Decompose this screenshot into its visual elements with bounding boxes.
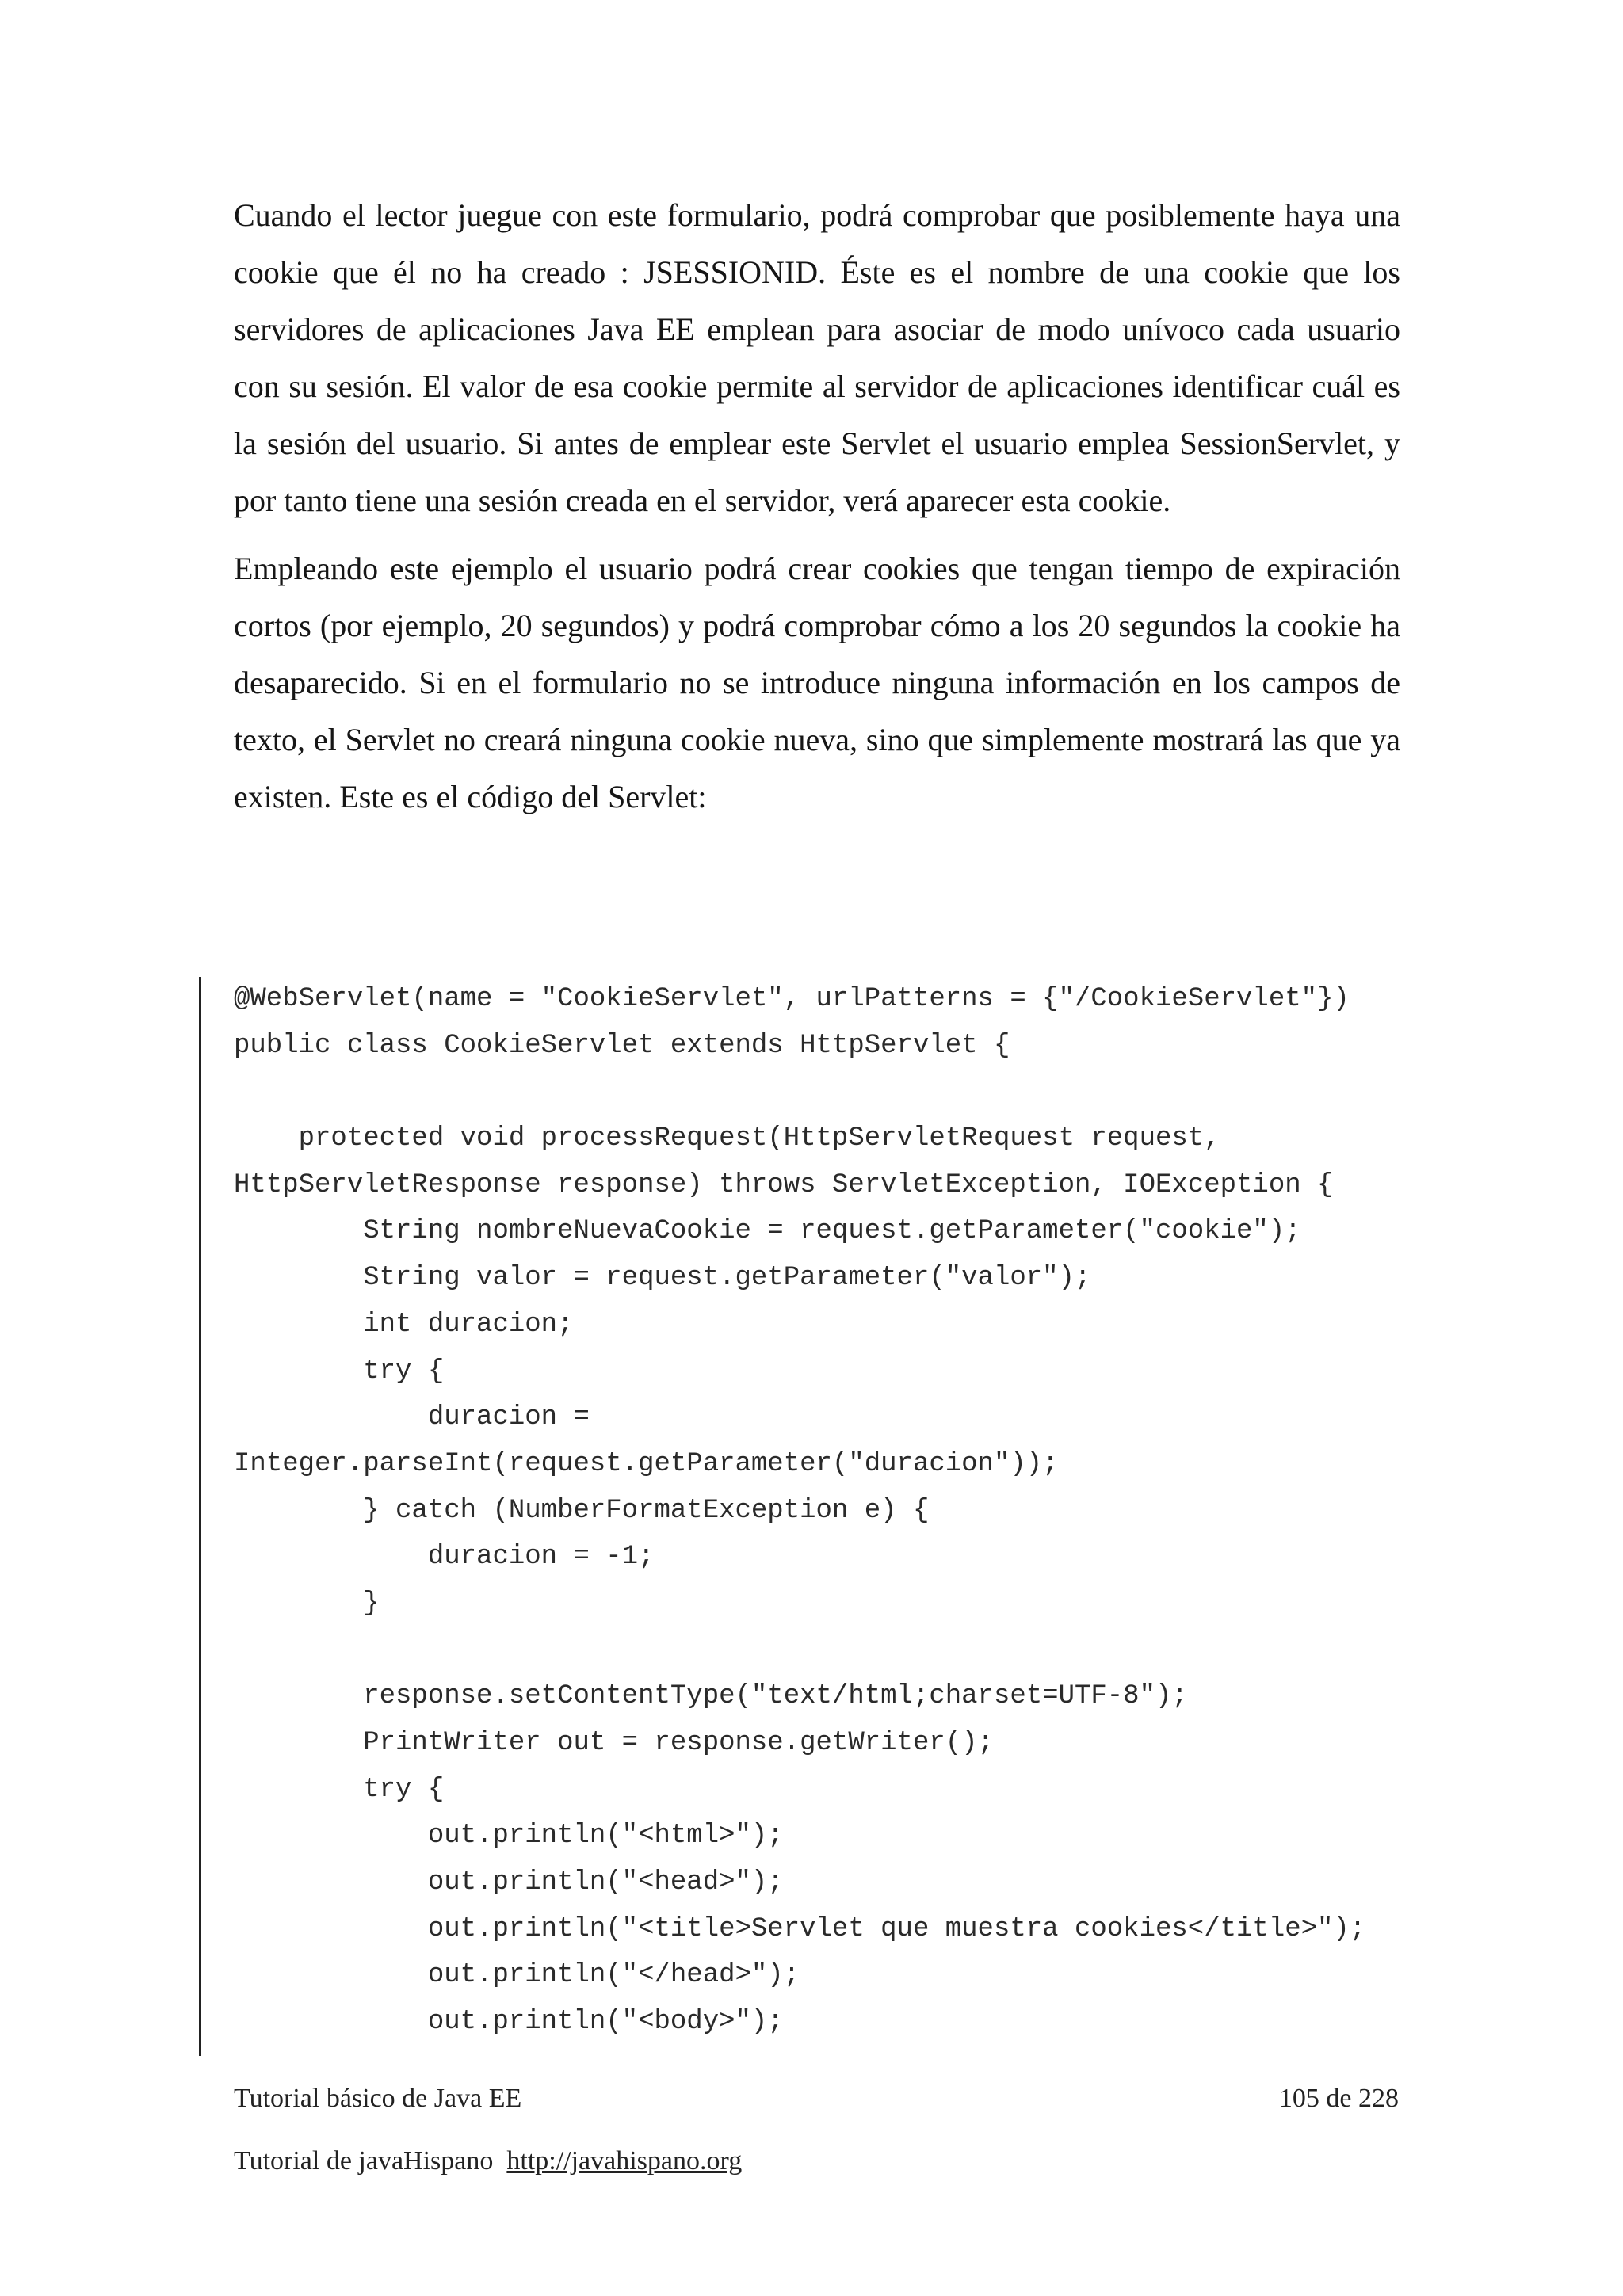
code-line: @WebServlet(name = "CookieServlet", urlPatterns = {"/CookieServlet"}) bbox=[234, 984, 1350, 1014]
code-line: PrintWriter out = response.getWriter(); bbox=[234, 1728, 994, 1758]
code-line: out.println("</head>"); bbox=[234, 1960, 800, 1991]
footer-site-link[interactable]: http://javahispano.org bbox=[506, 2146, 743, 2176]
code-line: public class CookieServlet extends HttpServlet { bbox=[234, 1030, 1010, 1061]
footer-title: Tutorial básico de Java EE bbox=[234, 2084, 522, 2113]
code-line bbox=[234, 1069, 1597, 1116]
code-block-rule bbox=[199, 977, 201, 2056]
paragraph-1: Cuando el lector juegue con este formulario, podrá comprobar que posiblemente haya una cookie que él no ha creado : JSESSIONID. Éste es el nombre de una cookie que los servidores de aplicaciones Java EE emplean para asociar de modo unívoco cada usuario con su sesión. El valor de esa cookie permite al servidor de aplicaciones identificar cuál es la sesión del usuario. Si antes de emplear este Servlet el usuario emplea SessionServlet, y por tanto tiene una sesión creada en el servidor, verá aparecer esta cookie. bbox=[234, 197, 1400, 518]
code-line: } catch (NumberFormatException e) { bbox=[234, 1495, 930, 1526]
code-line: HttpServletResponse response) throws ServletException, IOException { bbox=[234, 1169, 1334, 1200]
code-line: out.println("<head>"); bbox=[234, 1867, 784, 1898]
code-line: out.println("<html>"); bbox=[234, 1821, 784, 1852]
code-line: Integer.parseInt(request.getParameter("duracion")); bbox=[234, 1448, 1059, 1479]
code-line: response.setContentType("text/html;charset=UTF-8"); bbox=[234, 1681, 1188, 1712]
code-line: out.println("<title>Servlet que muestra cookies</title>"); bbox=[234, 1913, 1366, 1944]
footer-page-number: 105 de 228 bbox=[1278, 2084, 1399, 2113]
code-line: try { bbox=[234, 1356, 445, 1386]
body-text bbox=[234, 187, 1400, 826]
code-line: duracion = -1; bbox=[234, 1542, 655, 1573]
code-line: duracion = bbox=[234, 1402, 590, 1433]
code-block bbox=[234, 976, 1597, 2046]
code-line bbox=[234, 1627, 1597, 1674]
code-line: int duracion; bbox=[234, 1309, 574, 1340]
code-line: String nombreNuevaCookie = request.getParameter("cookie"); bbox=[234, 1216, 1301, 1247]
footer-site bbox=[234, 2142, 742, 2181]
paragraph-2: Empleando este ejemplo el usuario podrá crear cookies que tengan tiempo de expiración cortos (por ejemplo, 20 segundos) y podrá comprobar cómo a los 20 segundos la cookie ha desaparecido. Si en el formulario no se introduce ninguna información en los campos de texto, el Servlet no creará ninguna cookie nueva, sino que simplemente mostrará las que ya existen. Este es el código del Servlet: bbox=[234, 551, 1400, 814]
code-line: out.println("<body>"); bbox=[234, 2007, 784, 2038]
footer-site-prefix: Tutorial de javaHispano bbox=[234, 2146, 494, 2176]
code-line: try { bbox=[234, 1774, 445, 1805]
code-line: } bbox=[234, 1588, 380, 1619]
code-line: String valor = request.getParameter("valor"); bbox=[234, 1263, 1091, 1294]
code-line: protected void processRequest(HttpServletRequest request, bbox=[234, 1123, 1220, 1154]
